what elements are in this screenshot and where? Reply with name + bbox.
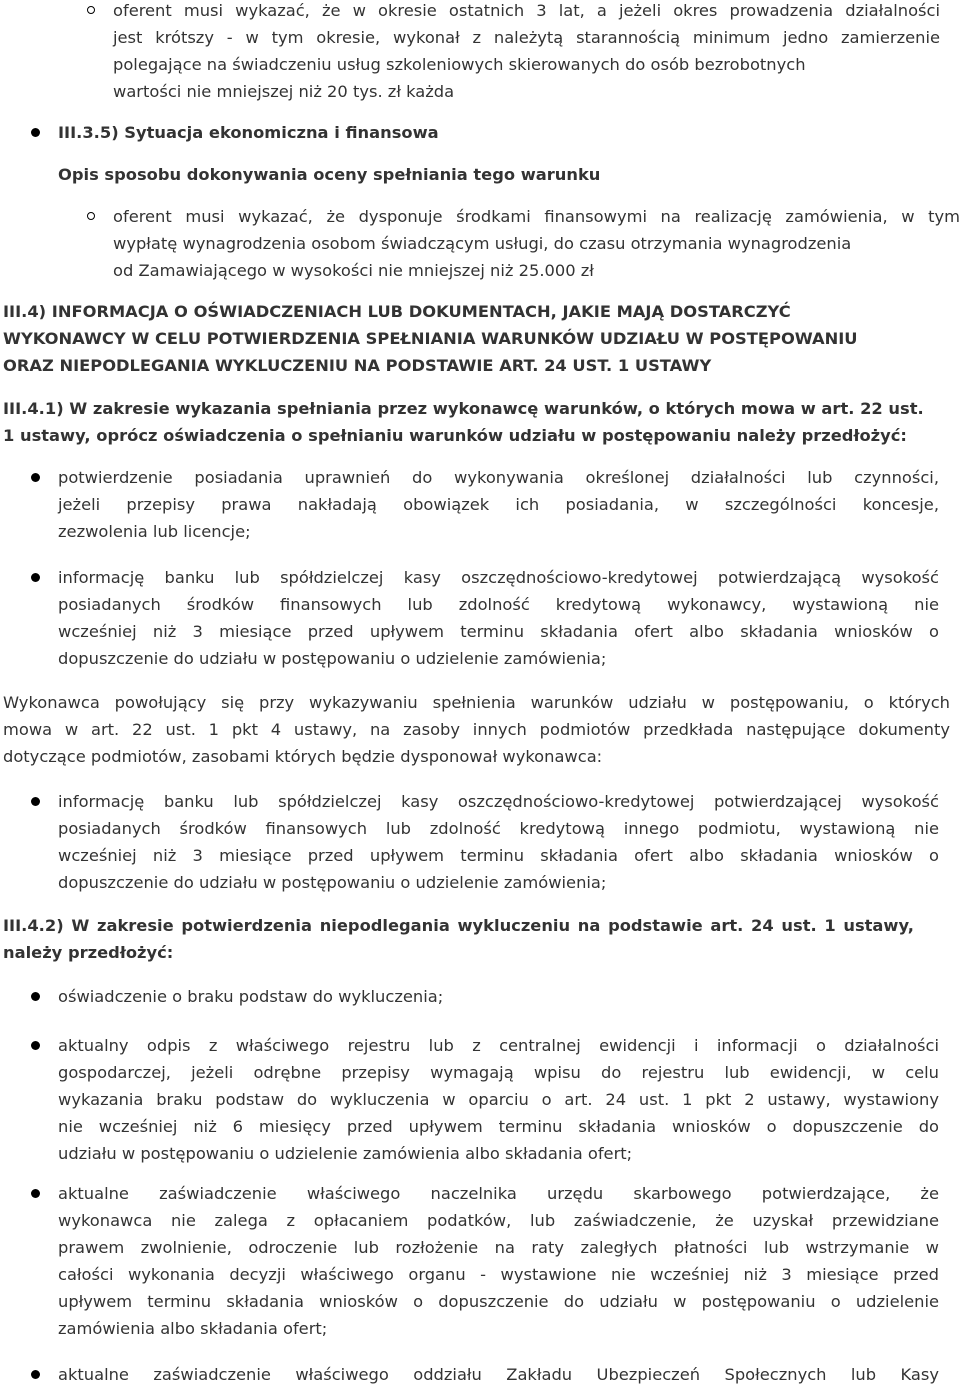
text-line: prawem zwolnienie, odroczenie lub rozłożenie na raty zaległych płatności lub wstrzymanie w — [58, 1238, 939, 1257]
text-line: oświadczenie o braku podstaw do wykluczenia; — [58, 987, 444, 1006]
disc-bullet-icon — [31, 992, 40, 1001]
text-line: aktualne zaświadczenie właściwego naczelnika urzędu skarbowego potwierdzające, że — [58, 1184, 939, 1203]
text-line: informację banku lub spółdzielczej kasy oszczędnościowo-kredytowej potwierdzającą wysokość — [58, 568, 939, 587]
disc-bullet-icon — [31, 573, 40, 582]
list-item — [58, 1032, 939, 1167]
text-line: Wykonawca powołujący się przy wykazywaniu spełnienia warunków udziału w postępowaniu, o których — [3, 693, 950, 712]
section-heading-4 — [3, 298, 933, 379]
text-line: nie wcześniej niż 6 miesięcy przed upływem terminu składania wniosków o dopuszczenie do — [58, 1117, 939, 1136]
section-subheading: Opis sposobu dokonywania oceny spełniania tego warunku — [58, 165, 601, 184]
text-line: aktualne zaświadczenie właściwego oddziału Zakładu Ubezpieczeń Społecznych lub Kasy — [58, 1365, 939, 1384]
top-list-item — [113, 0, 940, 105]
text-line: od Zamawiającego w wysokości nie mniejszej niż 25.000 zł — [113, 261, 594, 280]
disc-bullet-icon — [31, 128, 40, 137]
disc-bullet-icon — [31, 1189, 40, 1198]
text-line: gospodarczej, jeżeli odrębne przepisy wymagają wpisu do rejestru lub ewidencji, w celu — [58, 1063, 939, 1082]
text-line: zezwolenia lub licencje; — [58, 522, 251, 541]
text-line: jest krótszy - w tym okresie, wykonał z należytą starannością minimum jedno zamierzenie — [113, 28, 940, 47]
text-line: posiadanych środków finansowych lub zdolność kredytową wykonawcy, wystawioną nie — [58, 595, 939, 614]
section-heading-4-2 — [3, 912, 914, 966]
text-line: jeżeli przepisy prawa nakładają obowiązek ich posiadania, w szczególności koncesje, — [58, 495, 939, 514]
text-line: wartości nie mniejszej niż 20 tys. zł każda — [113, 82, 455, 101]
text-line: dotyczące podmiotów, zasobami których będzie dysponował wykonawca: — [3, 747, 603, 766]
text-line: informację banku lub spółdzielczej kasy oszczędnościowo-kredytowej potwierdzającej wysokość — [58, 792, 939, 811]
text-line: wykazania braku podstaw do wykluczenia w oparciu o art. 24 ust. 1 pkt 2 ustawy, wystawiony — [58, 1090, 939, 1109]
list-item — [58, 1361, 939, 1388]
text-line: udziału w postępowaniu o udzielenie zamówienia albo składania ofert; — [58, 1144, 633, 1163]
disc-bullet-icon — [31, 1041, 40, 1050]
disc-bullet-icon — [31, 797, 40, 806]
text-line: oferent musi wykazać, że dysponuje środkami finansowymi na realizację zamówienia, w tym — [113, 207, 960, 226]
text-line: dopuszczenie do udziału w postępowaniu o udzielenie zamówienia; — [58, 873, 607, 892]
heading-line: III.4.1) W zakresie wykazania spełniania przez wykonawcę warunków, o których mowa w art. 22 ust. — [3, 399, 924, 418]
text-line: wcześniej niż 3 miesiące przed upływem terminu składania ofert albo składania wniosków o — [58, 622, 939, 641]
text-line: dopuszczenie do udziału w postępowaniu o udzielenie zamówienia; — [58, 649, 607, 668]
heading-line: należy przedłożyć: — [3, 943, 174, 962]
list-item — [58, 464, 939, 545]
list-item — [58, 983, 939, 1010]
text-line: wcześniej niż 3 miesiące przed upływem terminu składania ofert albo składania wniosków o — [58, 846, 939, 865]
list-item — [58, 788, 939, 896]
list-item — [58, 564, 939, 672]
disc-bullet-icon — [31, 473, 40, 482]
heading-line: WYKONAWCY W CELU POTWIERDZENIA SPEŁNIANIA WARUNKÓW UDZIAŁU W POSTĘPOWANIU — [3, 329, 858, 348]
circle-bullet-icon — [87, 6, 95, 14]
disc-bullet-icon — [31, 1370, 40, 1379]
text-line: potwierdzenie posiadania uprawnień do wykonywania określonej działalności lub czynności, — [58, 468, 939, 487]
list-item — [58, 1180, 939, 1342]
text-line: aktualny odpis z właściwego rejestru lub z centralnej ewidencji i informacji o działalności — [58, 1036, 939, 1055]
section-heading-3-5: III.3.5) Sytuacja ekonomiczna i finansowa — [58, 123, 439, 142]
text-line: wypłatę wynagrodzenia osobom świadczącym usługi, do czasu otrzymania wynagrodzenia — [113, 234, 852, 253]
section-heading-4-1 — [3, 395, 958, 449]
text-line: upływem terminu składania wniosków o dopuszczenie do udziału w postępowaniu o udzielenie — [58, 1292, 939, 1311]
text-line: mowa w art. 22 ust. 1 pkt 4 ustawy, na zasoby innych podmiotów przedkłada następujące dokumenty — [3, 720, 950, 739]
heading-line: III.4) INFORMACJA O OŚWIADCZENIACH LUB DOKUMENTACH, JAKIE MAJĄ DOSTARCZYĆ — [3, 302, 791, 321]
heading-line: ORAZ NIEPODLEGANIA WYKLUCZENIU NA PODSTAWIE ART. 24 UST. 1 USTAWY — [3, 356, 712, 375]
heading-line: 1 ustawy, oprócz oświadczenia o spełnianiu warunków udziału w postępowaniu należy przedłożyć: — [3, 426, 907, 445]
paragraph — [3, 689, 950, 770]
text-line: całości wykonania decyzji właściwego organu - wystawione nie wcześniej niż 3 miesiące przed — [58, 1265, 939, 1284]
financial-requirement-item — [113, 203, 960, 284]
text-line: oferent musi wykazać, że w okresie ostatnich 3 lat, a jeżeli okres prowadzenia działalności — [113, 1, 940, 20]
text-line: polegające na świadczeniu usług szkoleniowych skierowanych do osób bezrobotnych — [113, 55, 806, 74]
text-line: zamówienia albo składania ofert; — [58, 1319, 328, 1338]
text-line: wykonawca nie zalega z opłacaniem podatków, lub zaświadczenie, że uzyskał przewidziane — [58, 1211, 939, 1230]
circle-bullet-icon — [87, 212, 95, 220]
text-line: posiadanych środków finansowych lub zdolność kredytową innego podmiotu, wystawioną nie — [58, 819, 939, 838]
heading-line: III.4.2) W zakresie potwierdzenia niepodlegania wykluczeniu na podstawie art. 24 ust. 1 ustawy, — [3, 916, 914, 935]
